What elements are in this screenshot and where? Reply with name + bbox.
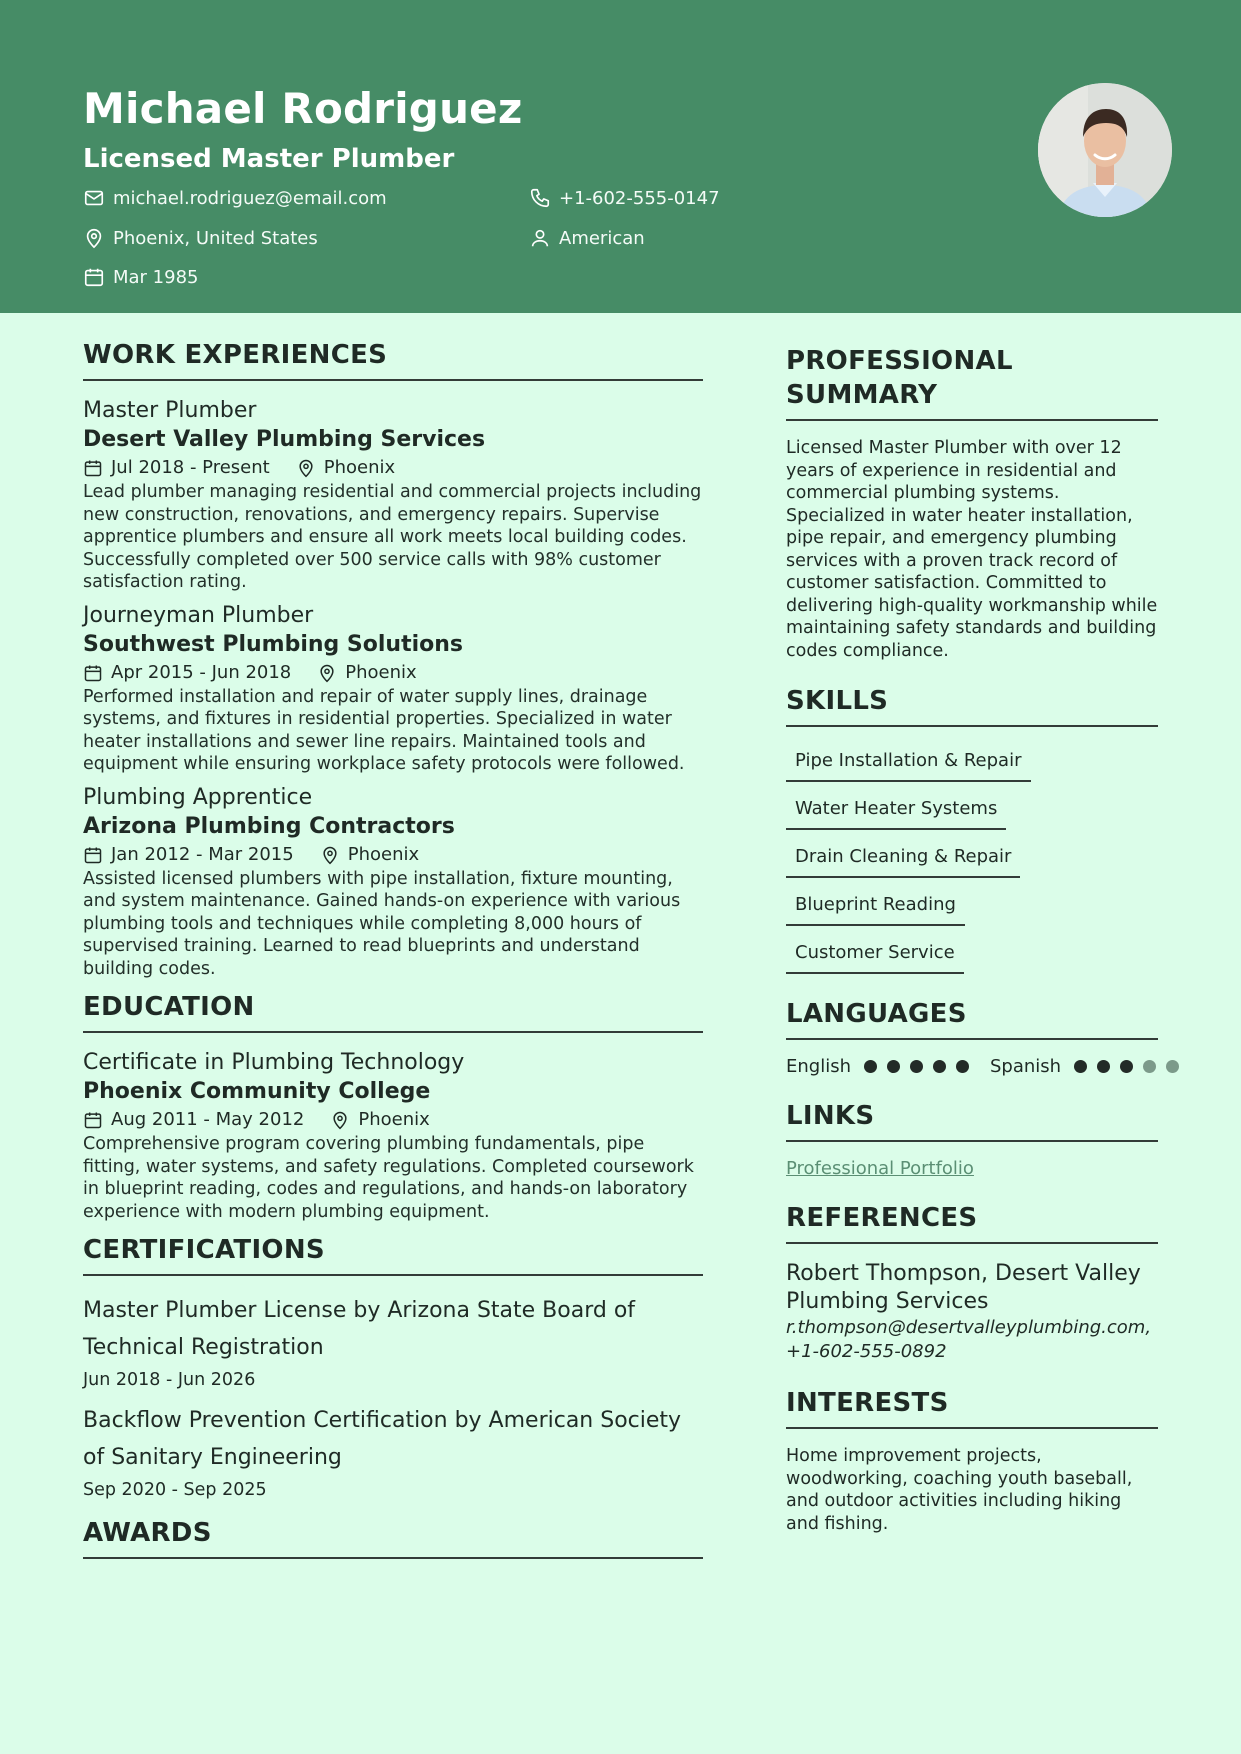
level-dot-filled (864, 1060, 877, 1073)
portfolio-link[interactable]: Professional Portfolio (786, 1158, 974, 1179)
contact-phone (529, 187, 720, 209)
work-location (320, 842, 419, 868)
awards-heading: AWARDS (83, 1516, 703, 1559)
header-banner (0, 0, 1241, 313)
work-role: Journeyman Plumber (83, 602, 314, 628)
work-location-text: Phoenix (347, 843, 420, 865)
work-description: Assisted licensed plumbers with pipe installation, fixture mounting, and system maintenance. Gained hands-on experience with various plumbing tools and techniques while completing 8,000 hours of supervised training. Learned to read blueprints and understand building codes. (83, 868, 681, 979)
work-list (83, 397, 703, 980)
work-dates: Jan 2012 - Mar 2015 (111, 843, 294, 865)
certifications-heading: CERTIFICATIONS (83, 1233, 703, 1276)
summary-text: Licensed Master Plumber with over 12 years of experience in residential and commercial plumbing systems. Specialized in water heater installation, pipe repair, and emergency plumbing services with a proven track record of customer satisfaction. Committed to delivering high-quality workmanship while maintaining safety standards and building codes compliance. (786, 438, 1158, 661)
level-dot-filled (933, 1060, 946, 1073)
work-dates: Apr 2015 - Jun 2018 (111, 661, 292, 683)
certification-name: Master Plumber License by Arizona State Board of Technical Registration (83, 1298, 636, 1360)
work-role: Master Plumber (83, 398, 257, 423)
level-dot-filled (910, 1060, 923, 1073)
email-text: michael.rodriguez@email.com (113, 187, 387, 209)
work-role: Plumbing Apprentice (83, 784, 313, 810)
candidate-title: Licensed Master Plumber (83, 144, 455, 174)
work-company: Southwest Plumbing Solutions (83, 631, 464, 657)
reference-phone: +1-602-555-0892 (786, 1341, 947, 1362)
level-dot-filled (1074, 1060, 1087, 1073)
skill-tag: Pipe Installation & Repair (786, 743, 1031, 782)
work-company: Desert Valley Plumbing Services (83, 427, 486, 452)
calendar-icon (83, 663, 103, 683)
work-description: Lead plumber managing residential and commercial projects including new construction, renovations, and emergency repairs. Supervise apprentice plumbers and ensure all work meets local building codes. Successfully completed over 500 service calls with 98% customer satisfaction rating. (83, 482, 702, 592)
candidate-name: Michael Rodriguez (83, 84, 523, 133)
reference-name: Robert Thompson, Desert Valley Plumbing Services (786, 1261, 1141, 1314)
education-description: Comprehensive program covering plumbing fundamentals, pipe fitting, water systems, and safety regulations. Completed coursework in blueprint reading, codes and regulations, and hands-on laboratory experience with modern plumbing equipment. (83, 1134, 694, 1222)
work-meta (83, 455, 703, 481)
work-entry (83, 784, 703, 981)
level-dot-filled (1120, 1060, 1133, 1073)
profile-photo (1038, 83, 1172, 217)
level-dot-empty (1166, 1060, 1179, 1073)
birthdate-text: Mar 1985 (113, 266, 199, 288)
contact-birthdate (83, 266, 199, 288)
education-dates: Aug 2011 - May 2012 (111, 1109, 305, 1130)
level-dot-filled (1097, 1060, 1110, 1073)
work-heading: WORK EXPERIENCES (83, 338, 703, 381)
languages-heading: LANGUAGES (786, 997, 1158, 1040)
right-column (786, 344, 1158, 1535)
reference-email: r.thompson@desertvalleyplumbing.com, (786, 1317, 1152, 1338)
language-name: English (786, 1056, 851, 1077)
location-text: Phoenix, United States (113, 227, 318, 249)
work-entry (83, 602, 703, 776)
level-dot-empty (1143, 1060, 1156, 1073)
language-name: Spanish (990, 1056, 1062, 1077)
work-entry (83, 397, 703, 594)
certification-dates: Sep 2020 - Sep 2025 (83, 1480, 267, 1500)
language-level (859, 1060, 974, 1073)
level-dot-filled (887, 1060, 900, 1073)
interests-text: Home improvement projects, woodworking, coaching youth baseball, and outdoor activities including hiking and fishing. (786, 1446, 1133, 1534)
certification-dates: Jun 2018 - Jun 2026 (83, 1370, 256, 1390)
education-heading: EDUCATION (83, 990, 703, 1033)
interests-heading: INTERESTS (786, 1386, 1158, 1429)
work-description: Performed installation and repair of water supply lines, drainage systems, and fixtures in residential properties. Specialized in water heater installations and sewer line repairs. Maintained tools and equipment while ensuring workplace safety protocols were followed. (83, 686, 685, 774)
education-school: Phoenix Community College (83, 1079, 431, 1104)
work-dates: Jul 2018 - Present (111, 457, 270, 478)
certification-name: Backflow Prevention Certification by American Society of Sanitary Engineering (83, 1408, 682, 1470)
work-meta (83, 842, 703, 868)
calendar-icon (83, 845, 103, 865)
summary-heading: PROFESSIONAL SUMMARY (786, 344, 1158, 421)
skill-tag: Blueprint Reading (786, 887, 965, 926)
work-meta (83, 660, 703, 686)
contact-location (83, 227, 318, 249)
education-location (330, 1107, 429, 1133)
education-meta (83, 1107, 703, 1133)
work-location (317, 660, 416, 686)
map-pin-icon (83, 227, 105, 249)
phone-text: +1-602-555-0147 (559, 187, 720, 209)
education-entry (83, 1049, 703, 1223)
map-pin-icon (330, 1110, 350, 1130)
education-location-text: Phoenix (358, 1109, 430, 1130)
mail-icon (83, 187, 105, 209)
work-location-text: Phoenix (323, 457, 396, 478)
contact-nationality (529, 227, 645, 249)
skill-tag: Water Heater Systems (786, 791, 1006, 830)
language-item (786, 1056, 974, 1077)
calendar-icon (83, 458, 103, 478)
left-column (83, 338, 703, 1575)
skill-tag: Customer Service (786, 935, 964, 974)
education-degree: Certificate in Plumbing Technology (83, 1050, 465, 1075)
skill-tag: Drain Cleaning & Repair (786, 839, 1020, 878)
level-dot-filled (956, 1060, 969, 1073)
skills-list (786, 743, 1158, 983)
work-company: Arizona Plumbing Contractors (83, 813, 455, 839)
calendar-icon (83, 1110, 103, 1130)
language-level (1069, 1060, 1184, 1073)
languages-list (786, 1056, 1158, 1077)
work-location-text: Phoenix (345, 661, 417, 683)
phone-icon (529, 187, 551, 209)
certification-entry (83, 1292, 703, 1392)
calendar-icon (83, 266, 105, 288)
work-location (296, 455, 395, 481)
links-heading: LINKS (786, 1099, 1158, 1142)
nationality-text: American (559, 227, 645, 249)
map-pin-icon (320, 845, 340, 865)
user-icon (529, 227, 551, 249)
references-heading: REFERENCES (786, 1201, 1158, 1244)
language-item (990, 1056, 1184, 1077)
contact-email (83, 187, 387, 209)
map-pin-icon (296, 458, 316, 478)
certification-entry (83, 1402, 703, 1502)
skills-heading: SKILLS (786, 684, 1158, 727)
map-pin-icon (317, 663, 337, 683)
